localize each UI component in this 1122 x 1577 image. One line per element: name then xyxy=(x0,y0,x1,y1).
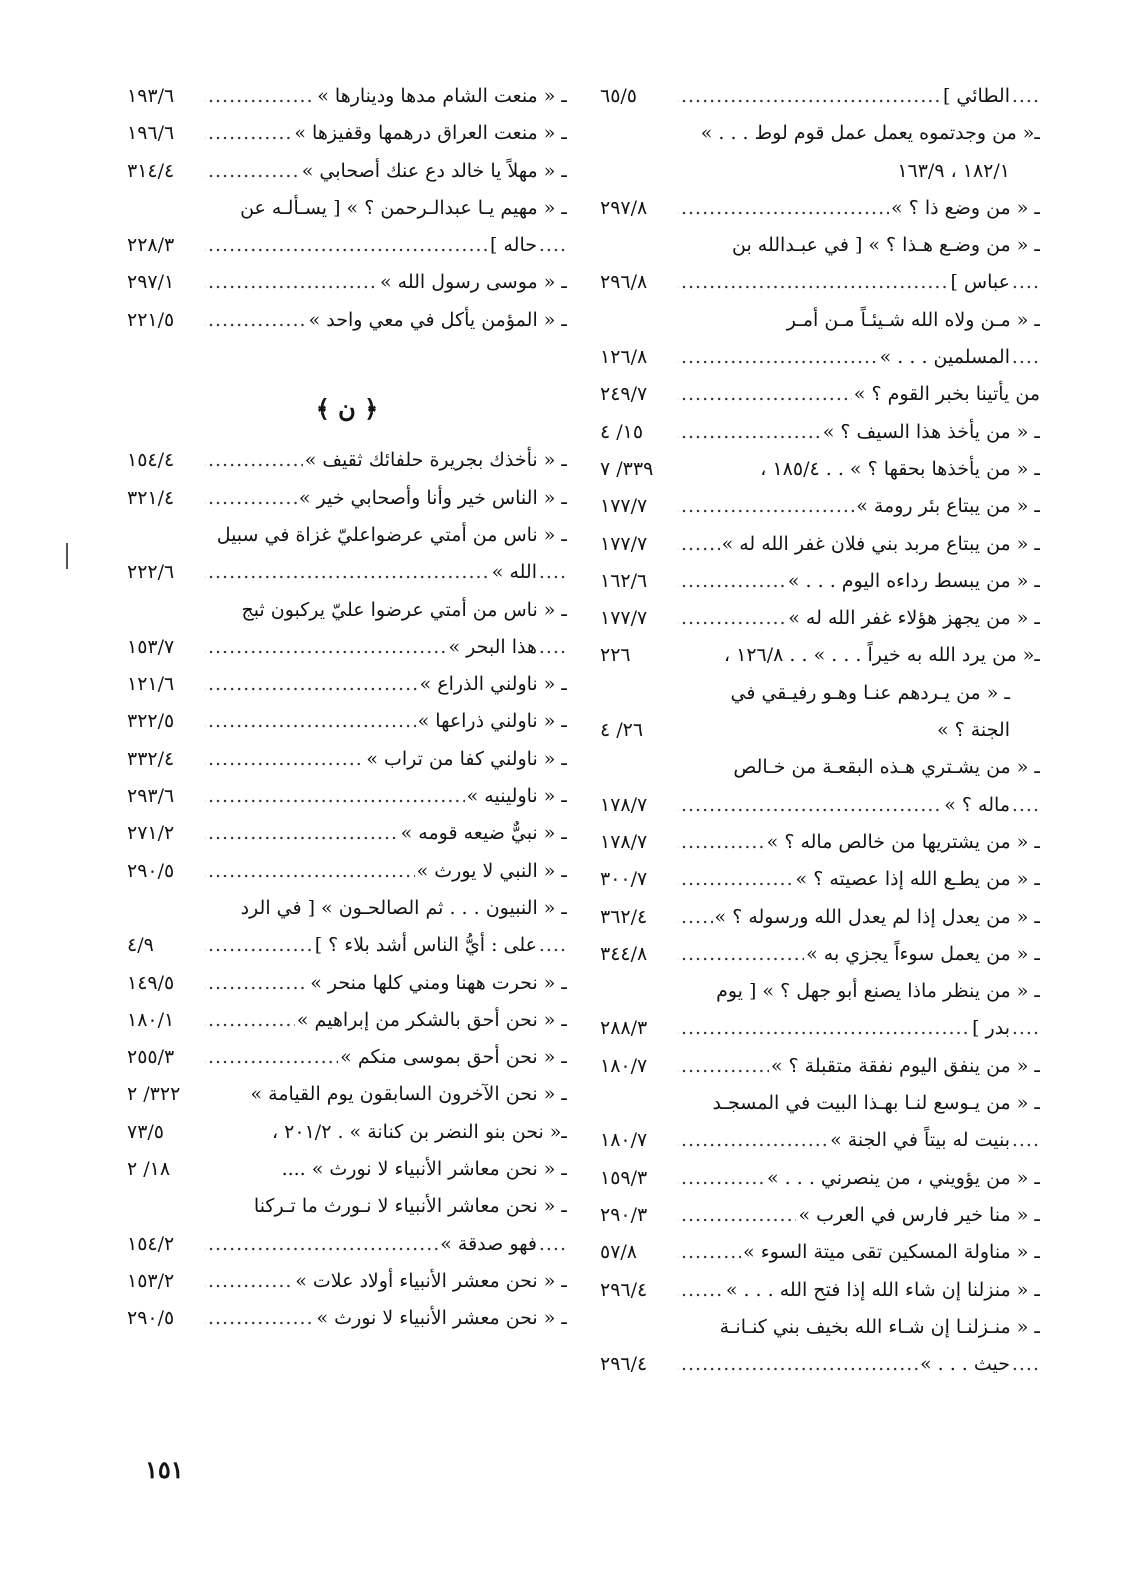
entry-text: ـ « من يبسط رداءه اليوم . . . » xyxy=(786,563,1040,600)
entry-text: ـ « منا خير فارس في العرب » xyxy=(796,1197,1040,1234)
entry-text: الطائي ] xyxy=(941,78,1010,115)
index-entry-line xyxy=(127,890,567,927)
entry-text: ـ« نحن بنو النضر بن كنانة » . ٢٠١/٢ ، xyxy=(270,1114,567,1151)
entry-text: من يأتينا بخبر القوم ؟ » xyxy=(852,376,1040,413)
entry-text: ـ « من يـوسع لنـا بهـذا البيت في المسجـد xyxy=(710,1085,1040,1122)
volume-page-reference: ٢٩٦/٨ xyxy=(600,264,650,301)
volume-page-reference: ١٨٠/٧ xyxy=(600,1048,650,1085)
entry-text: ـ « مهيم يـا عبدالـرحمن ؟ » [ يسـألـه عن xyxy=(238,190,567,227)
entry-text: ـ « المؤمن يأكل في معي واحد » xyxy=(307,302,567,339)
volume-page-reference: ٣١٤/٤ xyxy=(127,153,177,190)
entry-text: ـ « من وضع ذا ؟ » xyxy=(889,190,1040,227)
index-entry-line xyxy=(600,153,1040,190)
entry-text: ـ « ناس من أمتي عرضواعليّ غزاة في سبيل xyxy=(215,517,567,554)
entry-text: ـ « نحن الآخرون السابقون يوم القيامة » xyxy=(249,1076,568,1113)
volume-page-reference: ١٩٦/٦ xyxy=(127,115,177,152)
page-number: ١٥١ xyxy=(145,1455,184,1484)
index-entry-line xyxy=(600,78,1040,115)
volume-page-reference: ٣٣٩/ ٧ xyxy=(600,451,656,488)
volume-page-reference: ٢٩٣/٦ xyxy=(127,778,177,815)
entry-text: ـ « نحن معشر الأنبياء لا نورث » xyxy=(315,1300,567,1337)
entry-text: بدر ] xyxy=(970,1010,1010,1047)
index-entry-line xyxy=(127,1151,567,1188)
entry-text: ـ « من يطـع الله إذا عصيته ؟ » xyxy=(794,861,1040,898)
entry-text: ـ « الناس خير وأنا وأصحابي خير » xyxy=(297,480,567,517)
index-entry-line xyxy=(600,1272,1040,1309)
volume-page-reference: ١٦٢/٦ xyxy=(600,563,650,600)
entry-text: ـ « من يؤويني ، من ينصرني . . . » xyxy=(765,1160,1040,1197)
entry-text: ـ « النبي لا يورث » xyxy=(415,853,567,890)
volume-page-reference: ١٢١/٦ xyxy=(127,666,177,703)
entry-text: ـ « من يشـتري هـذه البقعـة من خـالص xyxy=(731,749,1040,786)
volume-page-reference: ١٧٨/٧ xyxy=(600,787,650,824)
volume-page-reference: ١٥٤/٢ xyxy=(127,1226,177,1263)
volume-page-reference: ١٥٤/٤ xyxy=(127,442,177,479)
entry-text: ـ « من وضـع هـذا ؟ » [ في عبـدالله بن xyxy=(730,227,1040,264)
entry-text: ـ « مـن ولاه الله شـيئـاً مـن أمـر xyxy=(785,302,1040,339)
index-entry-line xyxy=(600,115,1040,152)
volume-page-reference: ٣٠٠/٧ xyxy=(600,861,650,898)
entry-text: ـ « من يعدل إذا لم يعدل الله ورسوله ؟ » xyxy=(713,899,1040,936)
volume-page-reference: ١٨٠/١ xyxy=(127,1002,177,1039)
entry-text: حيث . . . » xyxy=(918,1346,1010,1383)
index-entry-line xyxy=(600,787,1040,824)
volume-page-reference: ٢٩٧/٨ xyxy=(600,190,650,227)
volume-page-reference: ١٩٣/٦ xyxy=(127,78,177,115)
volume-page-reference: ٢٩٦/٤ xyxy=(600,1346,650,1383)
index-entry-line xyxy=(127,227,567,264)
index-entry-line xyxy=(127,115,567,152)
index-entry-line xyxy=(600,936,1040,973)
volume-page-reference: ٢٢١/٥ xyxy=(127,302,177,339)
index-entry-line xyxy=(127,264,567,301)
index-entry-line xyxy=(600,1197,1040,1234)
index-entry-line xyxy=(600,675,1040,712)
entry-text: المسلمين . . . » xyxy=(878,339,1010,376)
entry-text: ـ « مناولة المسكين تقى ميتة السوء » xyxy=(741,1234,1040,1271)
index-entry-line xyxy=(127,442,567,479)
entry-text: ـ « نأخذك بجريرة حلفائك ثقيف » xyxy=(303,442,567,479)
entry-text: ـ « ناولني كفا من تراب » xyxy=(364,741,567,778)
entry-text: ـ « منعت العراق درهمها وقفيزها » xyxy=(292,115,567,152)
index-entry-line xyxy=(127,1002,567,1039)
index-entry-line xyxy=(600,414,1040,451)
volume-page-reference: ٢٨٨/٣ xyxy=(600,1010,650,1047)
volume-page-reference: ٣٤٤/٨ xyxy=(600,936,650,973)
volume-page-reference: ١٧٨/٧ xyxy=(600,824,650,861)
entry-text: ـ « من يـردهم عنـا وهـو رفيـقي في xyxy=(729,675,1011,712)
index-entry-line xyxy=(127,853,567,890)
entry-text: ـ « ناولني ذراعها » xyxy=(416,703,567,740)
entry-text: ـ « نحن معاشر الأنبياء لا نـورث ما تـركنا xyxy=(252,1188,567,1225)
index-entry-line xyxy=(127,592,567,629)
volume-page-reference: ١٧٧/٧ xyxy=(600,526,650,563)
index-entry-line xyxy=(127,629,567,666)
entry-text: ـ « من ينفق اليوم نفقة متقبلة ؟ » xyxy=(769,1048,1040,1085)
entry-text: ـ « ناس من أمتي عرضوا عليّ يركبون ثبج xyxy=(239,592,567,629)
volume-page-reference: ٣٢٢/٥ xyxy=(127,703,177,740)
index-entry-line xyxy=(127,1039,567,1076)
volume-page-reference: ١٧٧/٧ xyxy=(600,600,650,637)
volume-page-reference: ١٧٧/٧ xyxy=(600,488,650,525)
index-entry-line xyxy=(600,637,1040,674)
index-entry-line xyxy=(600,227,1040,264)
index-entry-line xyxy=(127,480,567,517)
entry-text: ـ « من يأخذها بحقها ؟ » . . ١٨٥/٤ ، xyxy=(758,451,1040,488)
index-entry-line xyxy=(600,749,1040,786)
entry-text: ـ « نحرت ههنا ومني كلها منحر » xyxy=(308,965,567,1002)
entry-text: ـ « نحن معشر الأنبياء أولاد علات » xyxy=(293,1263,567,1300)
entry-text: هذا البحر » xyxy=(446,629,537,666)
volume-page-reference: ١٥/ ٤ xyxy=(600,414,646,451)
index-entry-line xyxy=(127,1263,567,1300)
volume-page-reference: ١٥٩/٣ xyxy=(600,1160,650,1197)
index-entry-line xyxy=(127,78,567,115)
entry-text: ـ « نبيٌّ ضيعه قومه » xyxy=(399,815,567,852)
volume-page-reference: ٢٢٨/٣ xyxy=(127,227,177,264)
volume-page-reference: ٢٩٦/٤ xyxy=(600,1272,650,1309)
entry-text: ـ « نحن أحق بالشكر من إبراهيم » xyxy=(295,1002,567,1039)
volume-page-reference: ٢٢٦ xyxy=(600,637,634,674)
index-entry-line xyxy=(600,824,1040,861)
index-entry-line xyxy=(127,1076,567,1113)
volume-page-reference: ٢٩٠/٥ xyxy=(127,1300,177,1337)
index-entry-line xyxy=(600,600,1040,637)
index-entry-line xyxy=(600,376,1040,413)
index-entry-line xyxy=(127,666,567,703)
left-column xyxy=(127,78,567,1338)
index-entry-line xyxy=(600,1010,1040,1047)
index-entry-line xyxy=(600,1085,1040,1122)
entry-text: ـ « منـزلنـا إن شـاء الله بخيف بني كنـانـة xyxy=(718,1309,1040,1346)
index-entry-line xyxy=(600,973,1040,1010)
index-entry-line xyxy=(127,815,567,852)
index-entry-line xyxy=(127,153,567,190)
index-entry-line xyxy=(600,1234,1040,1271)
index-entry-line xyxy=(600,1160,1040,1197)
volume-page-reference: ٥٧/٨ xyxy=(600,1234,640,1271)
index-entry-line xyxy=(127,302,567,339)
volume-page-reference: ٤/٩ xyxy=(127,927,157,964)
volume-page-reference: ١٥٣/٢ xyxy=(127,1263,177,1300)
volume-page-reference: ٢٦/ ٤ xyxy=(600,712,646,749)
index-entry-line xyxy=(600,563,1040,600)
index-entry-line xyxy=(127,1188,567,1225)
index-entry-line xyxy=(127,703,567,740)
volume-page-reference: ٣٦٢/٤ xyxy=(600,899,650,936)
volume-page-reference: ٣٢١/٤ xyxy=(127,480,177,517)
volume-page-reference: ٧٣/٥ xyxy=(127,1114,167,1151)
volume-page-reference: ٢٩٠/٣ xyxy=(600,1197,650,1234)
index-entry-line xyxy=(600,451,1040,488)
volume-page-reference: ٣٢٢/ ٢ xyxy=(127,1076,183,1113)
index-entry-line xyxy=(127,554,567,591)
section-heading-noon: ﴿ ن ﴾ xyxy=(315,394,379,424)
volume-page-reference: ١٨/ ٢ xyxy=(127,1151,173,1188)
left-column-bottom-entries xyxy=(127,442,567,1337)
volume-page-reference: ٢٩٧/١ xyxy=(127,264,177,301)
entry-text: ـ « نحن أحق بموسى منكم » xyxy=(338,1039,567,1076)
entry-text: ـ « من يبتاع بئر رومة » xyxy=(854,488,1040,525)
index-entry-line xyxy=(127,965,567,1002)
index-entry-line xyxy=(600,488,1040,525)
entry-text: الجنة ؟ » xyxy=(935,712,1010,749)
index-entry-line xyxy=(127,927,567,964)
entry-text: ماله ؟ » xyxy=(942,787,1010,824)
entry-text: بنيت له بيتاً في الجنة » xyxy=(828,1122,1010,1159)
index-entry-line xyxy=(600,861,1040,898)
entry-text: ـ « ناولينيه » xyxy=(465,778,567,815)
index-entry-line xyxy=(127,1114,567,1151)
index-entry-line xyxy=(127,1300,567,1337)
entry-text: ـ « من يأخذ هذا السيف ؟ » xyxy=(821,414,1040,451)
index-entry-line xyxy=(600,1122,1040,1159)
entry-text: ـ« من وجدتموه يعمل عمل قوم لوط . . . » xyxy=(699,115,1040,152)
volume-page-reference: ٢٩٠/٥ xyxy=(127,853,177,890)
index-entry-line xyxy=(127,1226,567,1263)
index-entry-line xyxy=(600,526,1040,563)
index-entry-line xyxy=(600,1346,1040,1383)
section-spacer xyxy=(127,339,567,376)
entry-text: ـ « منزلنا إن شاء الله إذا فتح الله . . . » xyxy=(724,1272,1040,1309)
volume-page-reference: ٣٣٢/٤ xyxy=(127,741,177,778)
index-entry-line xyxy=(600,899,1040,936)
volume-page-reference: ٦٥/٥ xyxy=(600,78,640,115)
entry-text: ـ « نحن معاشر الأنبياء لا نورث » .... xyxy=(280,1151,567,1188)
margin-mark xyxy=(66,543,68,569)
volume-page-reference: ١٨٠/٧ xyxy=(600,1122,650,1159)
left-column-top-entries xyxy=(127,78,567,339)
entry-text: ـ « النبيون . . . ثم الصالحـون » [ في الرد xyxy=(239,890,567,927)
index-entry-line xyxy=(600,1309,1040,1346)
volume-page-reference: ٢٥٥/٣ xyxy=(127,1039,177,1076)
entry-text: ـ « مهلاً يا خالد دع عنك أصحابي » xyxy=(300,153,567,190)
index-entry-line xyxy=(600,190,1040,227)
volume-page-reference: ٢٧١/٢ xyxy=(127,815,177,852)
entry-text: عباس ] xyxy=(948,264,1010,301)
index-entry-line xyxy=(600,302,1040,339)
index-entry-line xyxy=(127,741,567,778)
volume-page-reference: ٢٢٢/٦ xyxy=(127,554,177,591)
index-entry-line xyxy=(600,1048,1040,1085)
entry-text: ـ « موسى رسول الله » xyxy=(378,264,567,301)
entry-text: ـ « من يعمل سوءاً يجزي به » xyxy=(804,936,1040,973)
right-column xyxy=(600,78,1040,1383)
entry-text: ـ « من يبتاع مربد بني فلان غفر الله له » xyxy=(720,526,1040,563)
volume-page-reference: ١٤٩/٥ xyxy=(127,965,177,1002)
entry-text: ـ « ناولني الذراع » xyxy=(418,666,567,703)
index-entry-line xyxy=(600,264,1040,301)
entry-text: على : أيُّ الناس أشد بلاء ؟ ] xyxy=(313,927,537,964)
volume-page-reference: ١٥٣/٧ xyxy=(127,629,177,666)
entry-text: ١٨٢/١ ، ١٦٣/٩ xyxy=(895,153,1010,190)
index-entry-line xyxy=(127,517,567,554)
entry-text: فهو صدقة » xyxy=(438,1226,537,1263)
entry-text: ـ « منعت الشام مدها ودينارها » xyxy=(315,78,567,115)
entry-text: حاله ] xyxy=(488,227,537,264)
entry-text: ـ « من يجهز هؤلاء غفر الله له » xyxy=(786,600,1040,637)
index-entry-line xyxy=(127,778,567,815)
index-entry-line xyxy=(600,339,1040,376)
entry-text: ـ « من يشتريها من خالص ماله ؟ » xyxy=(765,824,1040,861)
entry-text: ـ « من ينظر ماذا يصنع أبو جهل ؟ » [ يوم xyxy=(714,973,1040,1010)
entry-text: الله » xyxy=(490,554,537,591)
index-entry-line xyxy=(600,712,1040,749)
volume-page-reference: ١٢٦/٨ xyxy=(600,339,650,376)
entry-text: ـ« من يرد الله به خيراً . . . » . . ١٢٦/٨ ، xyxy=(722,637,1040,674)
volume-page-reference: ٢٤٩/٧ xyxy=(600,376,650,413)
index-entry-line xyxy=(127,190,567,227)
